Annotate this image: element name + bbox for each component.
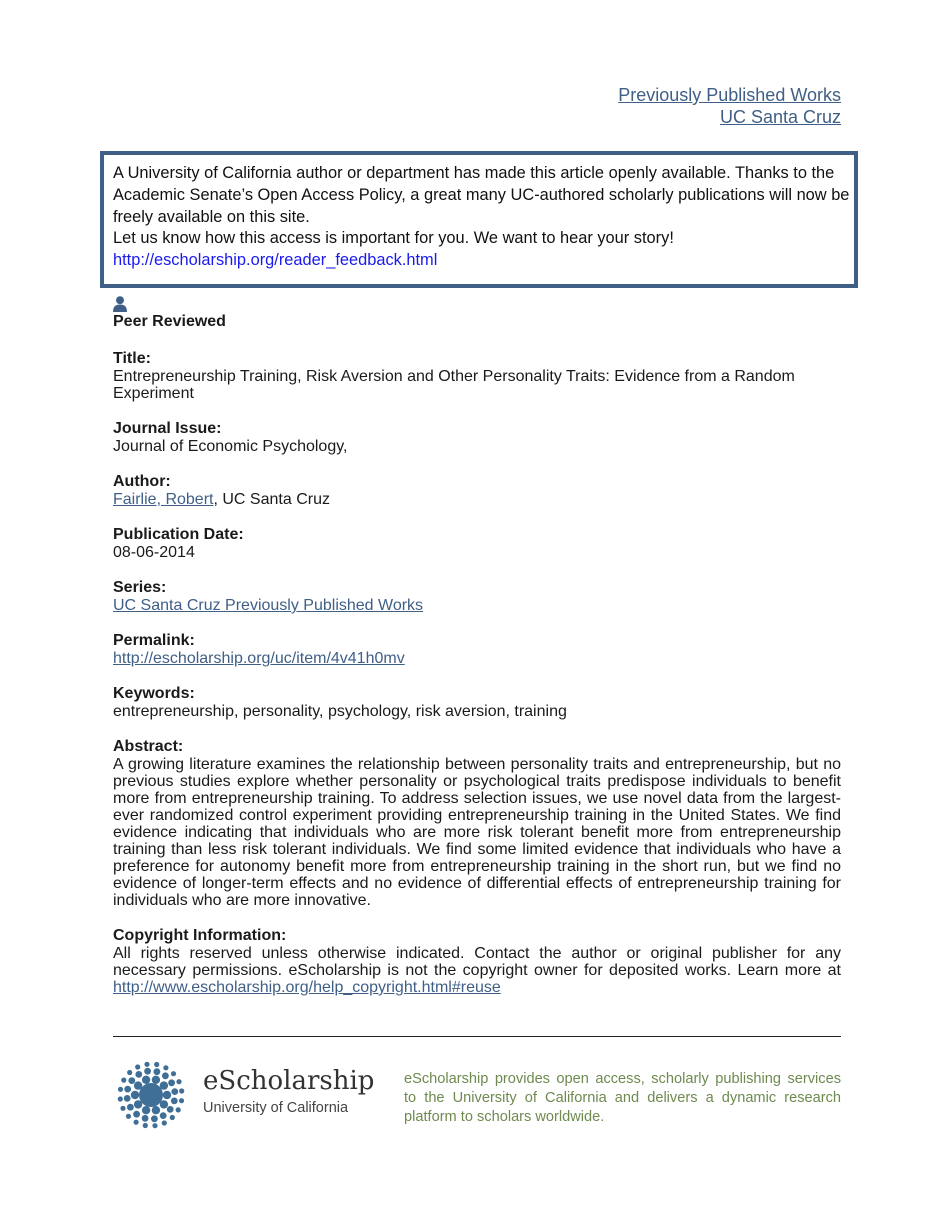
logo-dot — [135, 1064, 140, 1069]
notice-text: A University of California author or department has made this article openly available. Thanks to the Academic Senate’s Open Access Policy, a great many UC-authored scholarly publications will now be freely available on this site. — [113, 164, 850, 226]
uc-santa-cruz-link[interactable]: UC Santa Cruz — [719, 107, 841, 127]
footer-blurb: eScholarship provides open access, scholarly publishing services to the University of California and delivers a dynamic research platform to scholars worldwide. — [404, 1071, 841, 1125]
logo-dot — [120, 1106, 125, 1111]
logo-dot — [162, 1072, 169, 1079]
logo-dot — [142, 1076, 150, 1084]
logo-dot — [144, 1062, 149, 1067]
logo-dot — [131, 1091, 139, 1099]
logo-dot — [152, 1076, 160, 1084]
logo-dot — [151, 1115, 158, 1122]
peer-reviewed-label: Peer Reviewed — [113, 313, 226, 330]
logo-dot — [143, 1123, 148, 1128]
logo-dot — [163, 1091, 171, 1099]
logo-dot — [121, 1078, 126, 1083]
logo-dot — [171, 1098, 178, 1105]
logo-dot — [128, 1077, 135, 1084]
logo-dot — [179, 1098, 184, 1103]
logo-dot — [160, 1081, 168, 1089]
permalink-label: Permalink: — [113, 632, 195, 649]
copyright-help-link[interactable]: http://www.escholarship.org/help_copyright.html#reuse — [113, 979, 501, 996]
logo-dot — [142, 1106, 150, 1114]
logo-dot — [160, 1112, 167, 1119]
publication-date: 08-06-2014 — [113, 544, 195, 561]
logo-subtitle: University of California — [203, 1100, 349, 1116]
logo-dot — [134, 1120, 139, 1125]
logo-dot — [144, 1068, 151, 1075]
title-label: Title: — [113, 350, 151, 367]
author-affiliation: , UC Santa Cruz — [213, 491, 330, 508]
logo-dot — [127, 1070, 132, 1075]
logo-dot — [154, 1062, 159, 1067]
logo-dot — [154, 1068, 161, 1075]
reader-feedback-link[interactable]: http://escholarship.org/reader_feedback.html — [113, 251, 438, 270]
logo-dot — [126, 1114, 131, 1119]
logo-dot — [142, 1115, 149, 1122]
logo-dot — [163, 1065, 168, 1070]
permalink-link[interactable]: http://escholarship.org/uc/item/4v41h0mv — [113, 650, 405, 667]
logo-dot — [139, 1083, 163, 1107]
publication-date-label: Publication Date: — [113, 526, 244, 543]
logo-dot — [176, 1107, 181, 1112]
logo-dot — [118, 1096, 123, 1101]
logo-dot — [171, 1088, 178, 1095]
logo-dot-cluster — [118, 1062, 185, 1129]
logo-dot — [133, 1111, 140, 1118]
logo-dot — [170, 1115, 175, 1120]
notice-feedback-text: Let us know how this access is important for you. We want to hear your story! — [113, 229, 674, 248]
author-link[interactable]: Fairlie, Robert — [113, 491, 214, 508]
logo-dot — [118, 1087, 123, 1092]
logo-dot — [152, 1106, 160, 1114]
logo-dot — [134, 1081, 142, 1089]
footer-divider — [113, 1036, 841, 1037]
logo-dot — [179, 1088, 184, 1093]
peer-reviewed-person-icon — [113, 296, 127, 312]
logo-dot — [162, 1120, 167, 1125]
logo-dot — [168, 1079, 175, 1086]
previously-published-works-link[interactable]: Previously Published Works — [618, 85, 841, 105]
logo-dot — [167, 1106, 174, 1113]
keywords-label: Keywords: — [113, 685, 195, 702]
keywords: entrepreneurship, personality, psychology, risk aversion, training — [113, 703, 567, 720]
logo-dot — [124, 1095, 131, 1102]
abstract-text: A growing literature examines the relationship between personality traits and entrepreneurship, but no previous studies explore whether personality or psychological traits predispose individuals to benefit more from entrepreneurship training. To address selection issues, we use novel data from the largest-ever randomized control experiment providing entrepreneurship training in the United States. We find evidence indicating that individuals who are more risk tolerant benefit more from entrepreneurship training than less risk tolerant individuals. We find some limited evidence that individuals who have a preference for autonomy benefit more from entrepreneurship training in the short run, but we find no evidence of longer-term effects and no evidence of differential effects of entrepreneurship training for individuals who are more innovative. — [113, 756, 841, 909]
copyright-body: All rights reserved unless otherwise indicated. Contact the author or original publisher for any necessary permissions. eScholarship is not the copyright owner for deposited works. Learn more at — [113, 945, 841, 979]
journal-name: Journal of Economic Psychology, — [113, 438, 348, 455]
header-links — [618, 84, 841, 128]
logo-dot — [171, 1071, 176, 1076]
logo-dot — [160, 1100, 168, 1108]
record-metadata — [113, 296, 841, 996]
logo-name: eScholarship — [203, 1066, 375, 1096]
open-access-notice — [100, 151, 858, 288]
logo-dot — [134, 1100, 142, 1108]
author-line — [113, 491, 841, 508]
logo-dot — [152, 1123, 157, 1128]
journal-label: Journal Issue: — [113, 420, 222, 437]
copyright-label: Copyright Information: — [113, 927, 287, 944]
author-label: Author: — [113, 473, 171, 490]
abstract-label: Abstract: — [113, 738, 184, 755]
copyright-text — [113, 945, 841, 996]
logo-dot — [127, 1104, 134, 1111]
logo-dot — [135, 1071, 142, 1078]
series-link[interactable]: UC Santa Cruz Previously Published Works — [113, 597, 424, 614]
escholarship-wordmark[interactable] — [203, 1066, 374, 1116]
logo-dot — [124, 1086, 131, 1093]
series-label: Series: — [113, 579, 167, 596]
logo-dot — [176, 1079, 181, 1084]
article-title: Entrepreneurship Training, Risk Aversion and Other Personality Traits: Evidence from a Random Experiment — [113, 368, 795, 402]
